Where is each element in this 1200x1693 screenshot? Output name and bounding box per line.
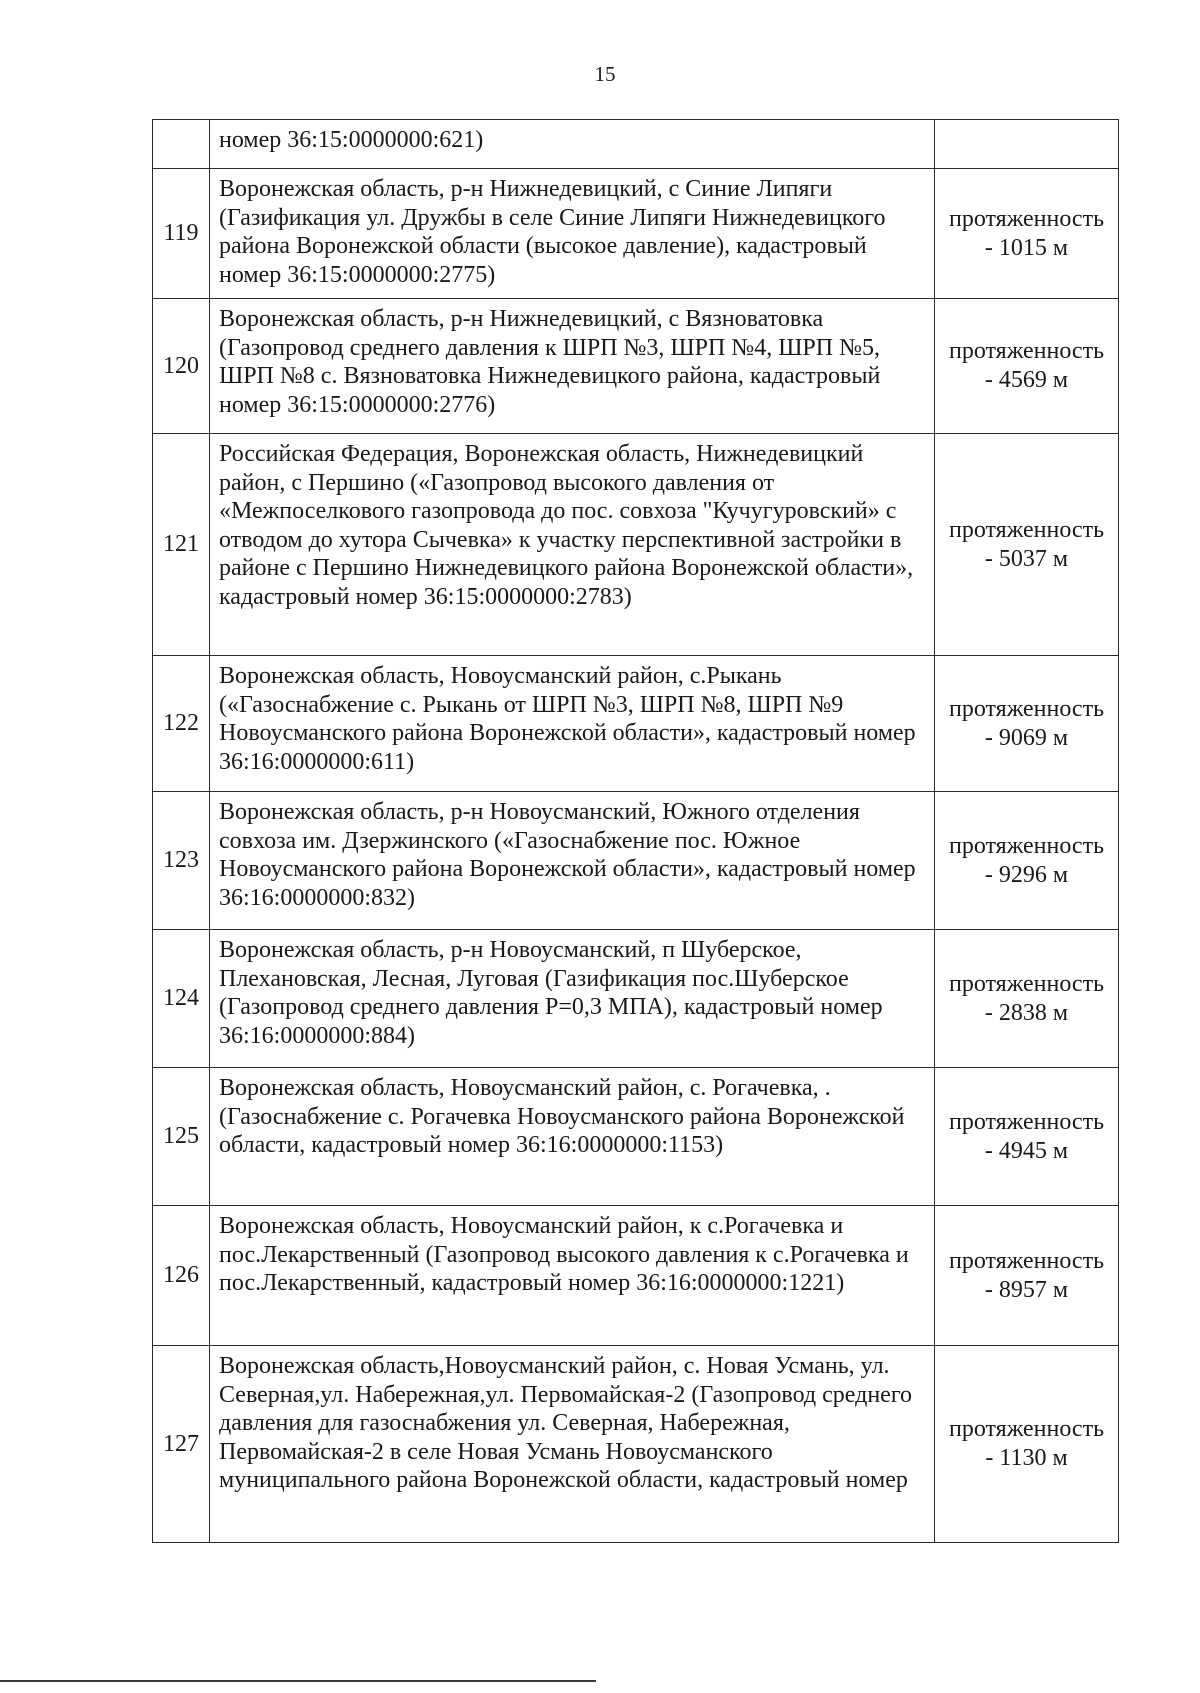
length-label: протяженность <box>948 1247 1105 1274</box>
row-number: 123 <box>153 792 210 930</box>
row-number: 122 <box>153 656 210 792</box>
row-number: 120 <box>153 299 210 434</box>
length-value: - 9296 м <box>984 861 1069 888</box>
length-cell <box>935 1068 1119 1206</box>
row-number: 127 <box>153 1346 210 1543</box>
length-cell <box>935 792 1119 930</box>
row-number: 124 <box>153 930 210 1068</box>
length-cell <box>935 299 1119 434</box>
length-cell <box>935 1346 1119 1543</box>
row-number: 121 <box>153 434 210 656</box>
object-description: Воронежская область,Новоусманский район, с. Новая Усмань, ул. Северная,ул. Набережная,ул. Первомайская-2 (Газопровод среднего давления для газоснабжения ул. Северная, Набережная, Первомайская-2 в селе Новая Усмань Новоусманского муниципального района Воронежской области, кадастровый номер <box>210 1346 935 1543</box>
object-description: Воронежская область, Новоусманский район, к с.Рогачевка и пос.Лекарственный (Газопровод высокого давления к с.Рогачевка и пос.Лекарственный, кадастровый номер 36:16:0000000:1221) <box>210 1206 935 1346</box>
object-description: Воронежская область, Новоусманский район, с. Рогачевка, . (Газоснабжение с. Рогачевка Новоусманского района Воронежской области, кадастровый номер 36:16:0000000:1153) <box>210 1068 935 1206</box>
object-description: Воронежская область, р-н Новоусманский, Южного отделения совхоза им. Дзержинского («Газоснабжение пос. Южное Новоусманского района Воронежской области», кадастровый номер 36:16:0000000:832) <box>210 792 935 930</box>
length-value: - 4945 м <box>984 1137 1069 1164</box>
object-description: Российская Федерация, Воронежская область, Нижнедевицкий район, с Першино («Газопровод высокого давления от «Межпоселкового газопровода до пос. совхоза "Кучугуровский» с отводом до хутора Сычевка» к участку перспективной застройки в районе с Першино Нижнедевицкого района Воронежской области», кадастровый номер 36:15:0000000:2783) <box>210 434 935 656</box>
row-number <box>153 120 210 169</box>
row-number: 119 <box>153 169 210 299</box>
object-description: Воронежская область, р-н Новоусманский, п Шуберское, Плехановская, Лесная, Луговая (Газификация пос.Шуберское (Газопровод среднего давления Р=0,3 МПА), кадастровый номер 36:16:0000000:884) <box>210 930 935 1068</box>
table-row <box>153 1346 1119 1543</box>
length-cell <box>935 656 1119 792</box>
object-description: Воронежская область, р-н Нижнедевицкий, с Синие Липяги (Газификация ул. Дружбы в селе Синие Липяги Нижнедевицкого района Воронежской области (высокое давление), кадастровый номер 36:15:0000000:2775) <box>210 169 935 299</box>
length-value: - 9069 м <box>984 724 1069 751</box>
length-label: протяженность <box>948 695 1105 722</box>
length-value: - 1130 м <box>985 1445 1068 1471</box>
object-description: Воронежская область, Новоусманский район, с.Рыкань («Газоснабжение с. Рыкань от ШРП №3, ШРП №8, ШРП №9 Новоусманского района Воронежской области», кадастровый номер 36:16:0000000:611) <box>210 656 935 792</box>
table-row <box>153 930 1119 1068</box>
length-value: - 5037 м <box>984 545 1069 572</box>
object-description: номер 36:15:0000000:621) <box>210 120 935 169</box>
table-row <box>153 299 1119 434</box>
footer-divider <box>0 1680 596 1682</box>
length-value: - 2838 м <box>984 999 1069 1026</box>
length-value: - 4569 м <box>984 367 1069 393</box>
length-label: протяженность <box>948 205 1105 232</box>
length-label: протяженность <box>948 1108 1105 1135</box>
table-row <box>153 792 1119 930</box>
gas-pipeline-registry-table <box>152 119 1119 1543</box>
length-cell <box>935 434 1119 656</box>
length-cell <box>935 120 1119 169</box>
table-row <box>153 1206 1119 1346</box>
length-cell <box>935 169 1119 299</box>
table-row <box>153 656 1119 792</box>
table-row <box>153 434 1119 656</box>
length-value: - 8957 м <box>984 1276 1069 1303</box>
length-label: протяженность <box>948 338 1105 365</box>
table-row <box>153 169 1119 299</box>
row-number: 125 <box>153 1068 210 1206</box>
length-label: протяженность <box>948 516 1105 543</box>
row-number: 126 <box>153 1206 210 1346</box>
length-value: - 1015 м <box>984 234 1069 261</box>
length-label: протяженность <box>948 832 1105 859</box>
object-description: Воронежская область, р-н Нижнедевицкий, с Вязноватовка (Газопровод среднего давления к ШРП №3, ШРП №4, ШРП №5, ШРП №8 с. Вязноватовка Нижнедевицкого района, кадастровый номер 36:15:0000000:2776) <box>210 299 935 434</box>
table-row <box>153 120 1119 169</box>
page-number: 15 <box>594 62 616 86</box>
table-row <box>153 1068 1119 1206</box>
length-cell <box>935 930 1119 1068</box>
length-label: протяженность <box>948 1416 1105 1443</box>
length-cell <box>935 1206 1119 1346</box>
length-label: протяженность <box>948 970 1105 997</box>
